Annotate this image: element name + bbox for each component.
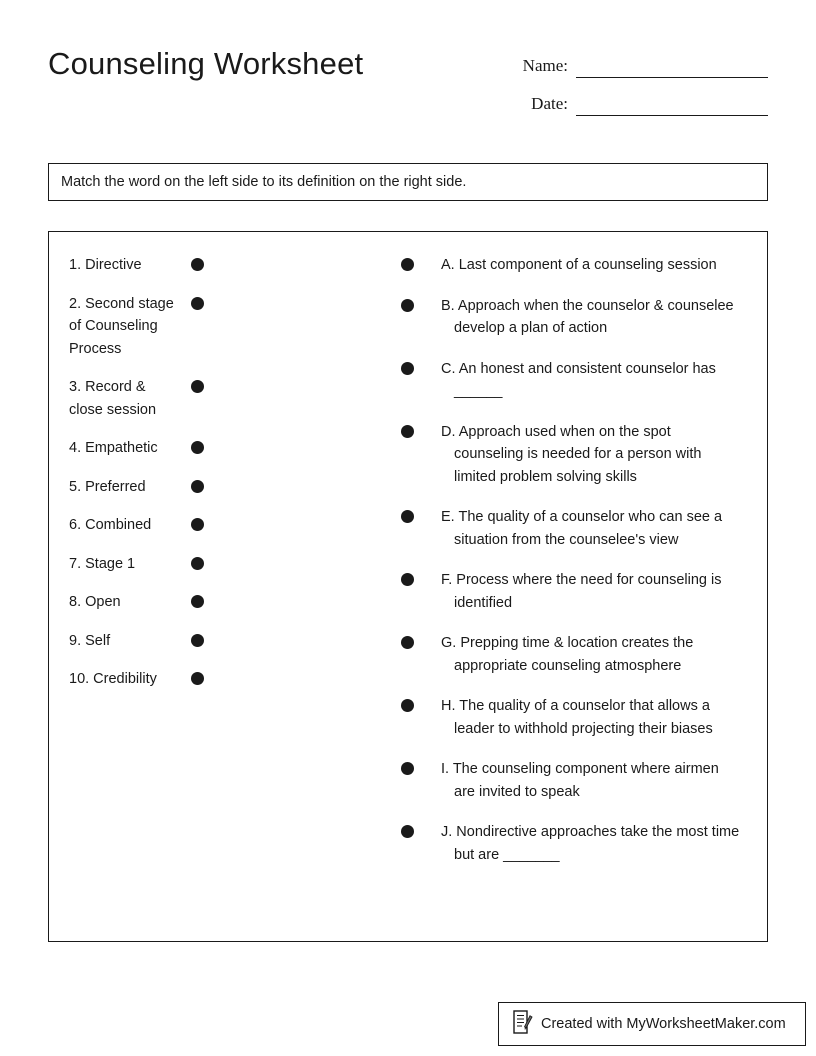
match-dot-left[interactable] — [191, 480, 204, 493]
term-text: 7. Stage 1 — [69, 555, 136, 572]
date-input-line[interactable] — [576, 95, 768, 116]
badge-label: Created with MyWorksheetMaker.com — [541, 1016, 786, 1032]
definition-text: D. Approach used when on the spot counseling is needed for a person with limited problem solving skills — [441, 423, 702, 485]
list-item — [65, 668, 365, 691]
match-dot-right[interactable] — [401, 299, 414, 312]
match-dot-left[interactable] — [191, 380, 204, 393]
match-dot-left[interactable] — [191, 634, 204, 647]
definition-text: I. The counseling component where airmen are invited to speak — [441, 761, 719, 800]
list-item — [401, 421, 753, 489]
match-dot-left[interactable] — [191, 258, 204, 271]
list-item — [401, 358, 753, 403]
match-dot-right[interactable] — [401, 699, 414, 712]
definition-dot-wrap — [401, 295, 441, 312]
match-dot-right[interactable] — [401, 425, 414, 438]
matching-exercise-box — [48, 231, 768, 942]
list-item — [65, 254, 365, 277]
created-with-badge[interactable] — [498, 1002, 806, 1046]
name-input-line[interactable] — [576, 57, 768, 78]
term-text: 1. Directive — [69, 257, 142, 273]
list-item — [401, 821, 753, 866]
term-dot-wrap — [177, 630, 217, 647]
match-dot-right[interactable] — [401, 258, 414, 271]
list-item — [401, 632, 753, 677]
list-item — [401, 695, 753, 740]
term-dot-wrap — [177, 476, 217, 493]
list-item — [401, 295, 753, 340]
matching-columns — [49, 232, 767, 941]
list-item — [401, 569, 753, 614]
definition-dot-wrap — [401, 821, 441, 838]
match-dot-left[interactable] — [191, 672, 204, 685]
name-date-fields — [468, 40, 768, 116]
term-text: 5. Preferred — [69, 478, 146, 495]
term-text: 8. Open — [69, 594, 121, 610]
term-text: 6. Combined — [69, 517, 152, 533]
list-item — [65, 553, 365, 576]
match-dot-right[interactable] — [401, 825, 414, 838]
definition-dot-wrap — [401, 421, 441, 438]
definition-text: E. The quality of a counselor who can see a situation from the counselee's view — [441, 509, 723, 548]
instruction-text: Match the word on the left side to its definition on the right side. — [61, 174, 467, 190]
definition-text: B. Approach when the counselor & counselee develop a plan of action — [441, 297, 734, 336]
list-item — [65, 293, 365, 361]
match-dot-right[interactable] — [401, 573, 414, 586]
definition-text: C. An honest and consistent counselor has ______ — [441, 360, 716, 399]
match-dot-left[interactable] — [191, 518, 204, 531]
match-dot-left[interactable] — [191, 595, 204, 608]
term-text: 4. Empathetic — [69, 440, 158, 456]
list-item — [65, 476, 365, 499]
name-field-row — [468, 40, 768, 78]
definition-dot-wrap — [401, 758, 441, 775]
match-dot-left[interactable] — [191, 441, 204, 454]
definition-dot-wrap — [401, 506, 441, 523]
term-dot-wrap — [177, 514, 217, 531]
list-item — [65, 514, 365, 537]
list-item — [65, 376, 365, 421]
list-item — [401, 758, 753, 803]
definition-dot-wrap — [401, 254, 441, 271]
match-dot-right[interactable] — [401, 636, 414, 649]
term-text: 2. Second stage of Counseling Process — [69, 295, 174, 357]
term-dot-wrap — [177, 591, 217, 608]
match-dot-right[interactable] — [401, 510, 414, 523]
definition-text: J. Nondirective approaches take the most time but are _______ — [441, 824, 740, 863]
term-dot-wrap — [177, 668, 217, 685]
list-item — [65, 437, 365, 460]
definition-dot-wrap — [401, 569, 441, 586]
term-dot-wrap — [177, 293, 217, 310]
instruction-box — [48, 163, 768, 201]
worksheet-maker-logo-icon — [513, 1010, 533, 1039]
definition-text: A. Last component of a counseling session — [441, 257, 717, 273]
term-text: 9. Self — [69, 632, 111, 649]
page-title: Counseling Worksheet — [48, 46, 364, 81]
worksheet-header — [48, 40, 768, 130]
term-text: 10. Credibility — [69, 671, 157, 687]
match-dot-left[interactable] — [191, 557, 204, 570]
list-item — [401, 254, 753, 277]
terms-column — [65, 254, 365, 707]
definition-text: H. The quality of a counselor that allows a leader to withhold projecting their biases — [441, 698, 713, 737]
term-dot-wrap — [177, 376, 217, 393]
term-dot-wrap — [177, 254, 217, 271]
match-dot-left[interactable] — [191, 297, 204, 310]
term-text: 3. Record & close session — [69, 379, 157, 418]
definition-text: G. Prepping time & location creates the appropriate counseling atmosphere — [441, 635, 694, 674]
name-label: Name: — [522, 56, 568, 75]
term-dot-wrap — [177, 437, 217, 454]
list-item — [65, 630, 365, 653]
date-field-row — [468, 78, 768, 116]
definition-dot-wrap — [401, 358, 441, 375]
definition-dot-wrap — [401, 632, 441, 649]
definitions-column — [401, 254, 753, 884]
list-item — [401, 506, 753, 551]
date-label: Date: — [531, 94, 568, 113]
definition-text: F. Process where the need for counseling is identified — [441, 572, 722, 611]
match-dot-right[interactable] — [401, 762, 414, 775]
list-item — [65, 591, 365, 614]
term-dot-wrap — [177, 553, 217, 570]
definition-dot-wrap — [401, 695, 441, 712]
match-dot-right[interactable] — [401, 362, 414, 375]
